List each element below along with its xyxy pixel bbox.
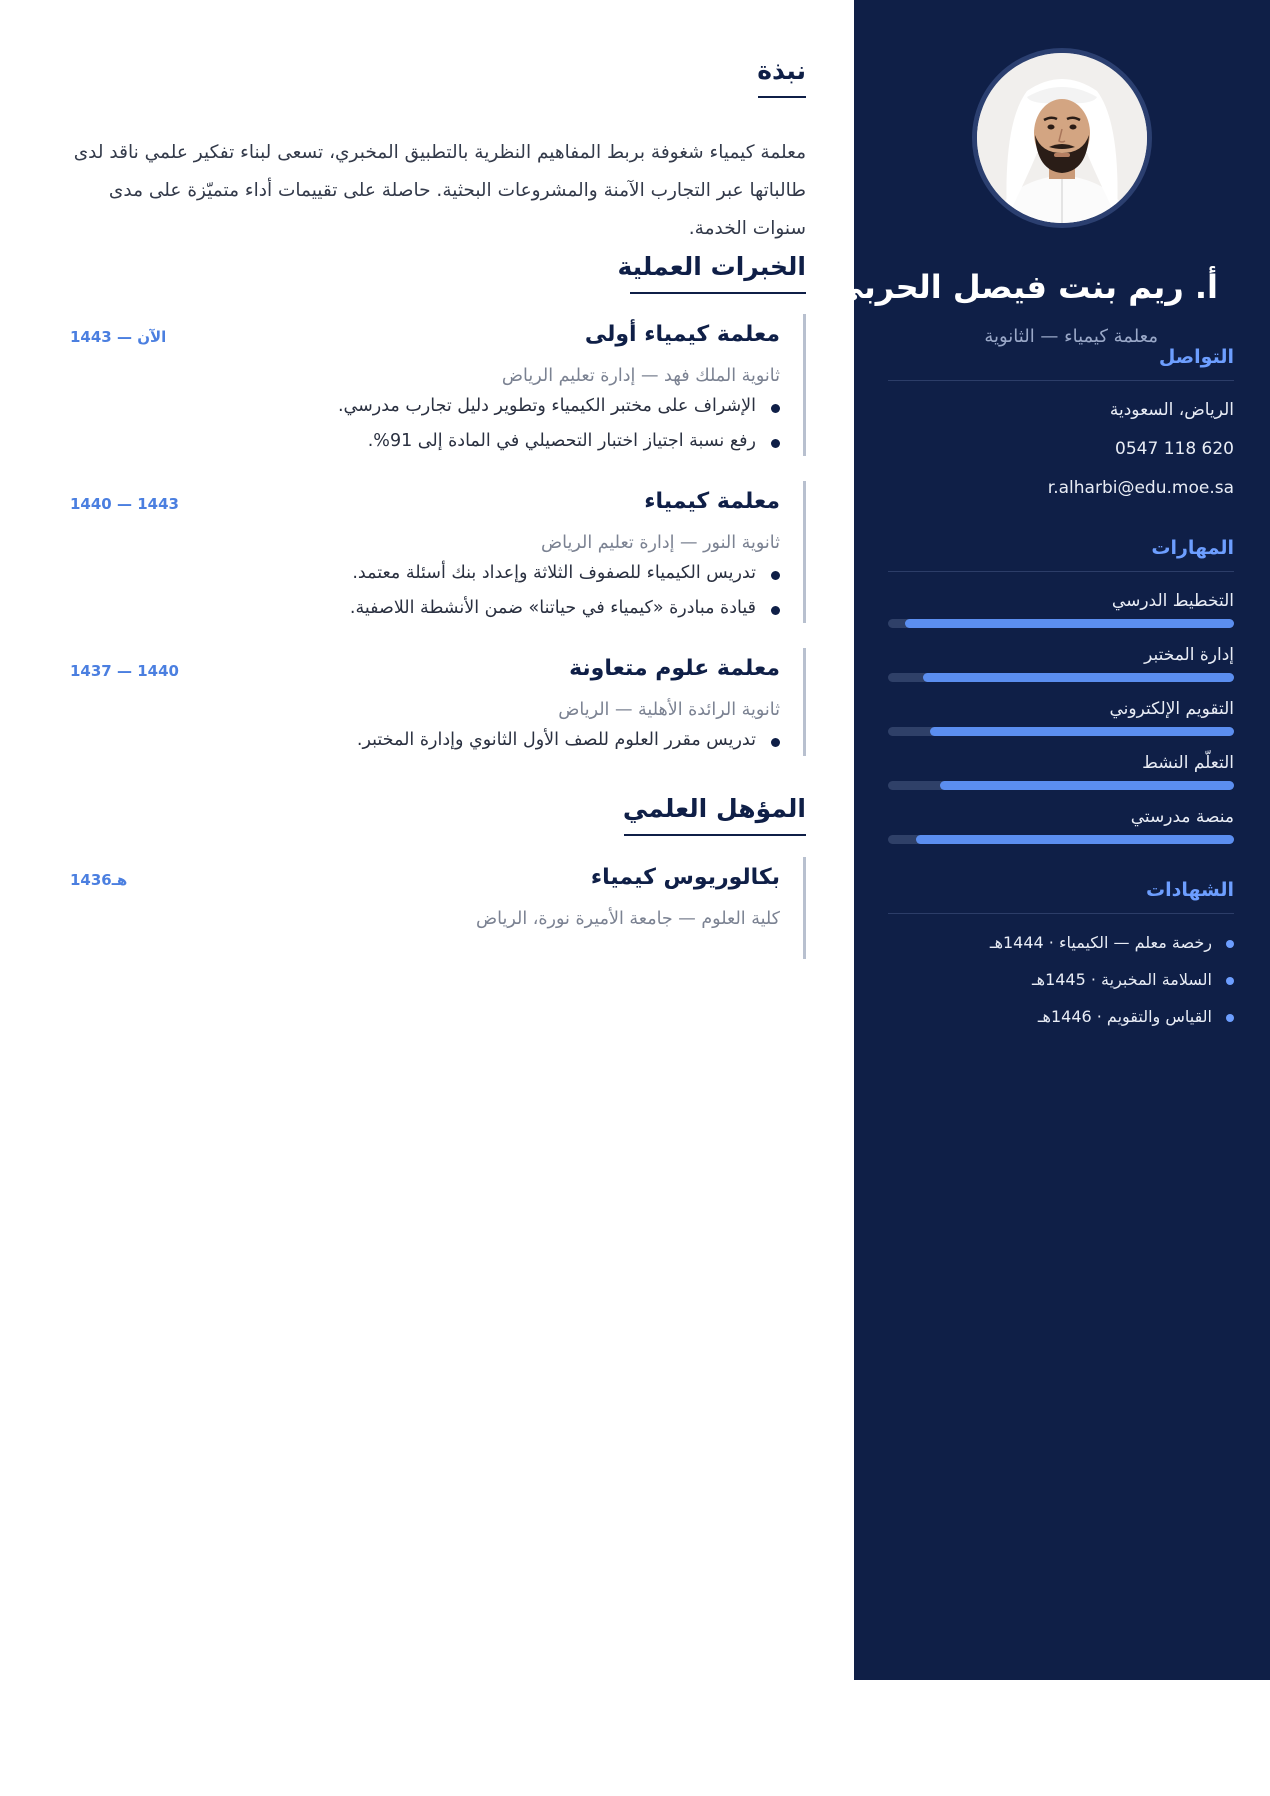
skill-bar-fill bbox=[905, 619, 1234, 628]
job-date: 1437 — 1440 bbox=[70, 662, 179, 680]
job-bullet-text: الإشراف على مختبر الكيمياء وتطوير دليل تجارب مدرسي. bbox=[337, 396, 756, 416]
job-title: معلمة علوم متعاونة bbox=[569, 656, 780, 681]
degree-school: كلية العلوم — جامعة الأميرة نورة، الرياض bbox=[475, 909, 780, 929]
job-bullet bbox=[350, 598, 780, 618]
skills-heading: المهارات bbox=[1151, 537, 1234, 559]
job-bullet-text: قيادة مبادرة «كيمياء في حياتنا» ضمن الأنشطة اللاصفية. bbox=[349, 598, 756, 618]
job-entry bbox=[70, 481, 806, 625]
skill-label: إدارة المختبر bbox=[1144, 645, 1234, 665]
skill-bar bbox=[888, 619, 1234, 628]
person-role: معلمة كيمياء — الثانوية bbox=[984, 326, 1158, 347]
job-entry bbox=[70, 648, 806, 758]
certificate-text: القياس والتقويم · 1446هـ bbox=[1037, 1007, 1212, 1026]
bullet-dot-icon bbox=[771, 571, 780, 580]
skill-bar bbox=[888, 727, 1234, 736]
skill-bar-fill bbox=[930, 727, 1234, 736]
bullet-dot-icon bbox=[771, 439, 780, 448]
avatar bbox=[972, 48, 1152, 228]
skill-bar bbox=[888, 781, 1234, 790]
experience-heading-rule bbox=[630, 292, 806, 294]
skill-bar bbox=[888, 835, 1234, 844]
job-organization: ثانوية الملك فهد — إدارة تعليم الرياض bbox=[501, 366, 780, 386]
job-bullet-text: تدريس مقرر العلوم للصف الأول الثانوي وإدارة المختبر. bbox=[356, 730, 756, 750]
skill-bar-fill bbox=[923, 673, 1234, 682]
certificates-heading: الشهادات bbox=[1145, 879, 1234, 901]
job-organization: ثانوية النور — إدارة تعليم الرياض bbox=[540, 533, 780, 553]
job-timeline-bar bbox=[803, 481, 806, 623]
education-heading: المؤهل العلمي bbox=[622, 794, 806, 823]
skill-label: التخطيط الدرسي bbox=[1111, 591, 1234, 611]
job-bullet-text: رفع نسبة اجتياز اختبار التحصيلي في المادة إلى 91%. bbox=[367, 431, 756, 451]
education-heading-rule bbox=[624, 834, 806, 836]
avatar-photo bbox=[977, 53, 1147, 223]
job-organization: ثانوية الرائدة الأهلية — الرياض bbox=[558, 700, 780, 720]
skill-bar-fill bbox=[940, 781, 1234, 790]
job-entry bbox=[70, 314, 806, 458]
job-date: 1440 — 1443 bbox=[70, 495, 179, 513]
certificates-divider bbox=[888, 913, 1234, 914]
job-bullet bbox=[352, 563, 780, 583]
certificate-item bbox=[1032, 970, 1234, 989]
skill-label: التقويم الإلكتروني bbox=[1109, 699, 1234, 719]
certificate-item bbox=[990, 933, 1234, 952]
certificate-text: السلامة المخبرية · 1445هـ bbox=[1031, 970, 1212, 989]
summary-heading-rule bbox=[758, 96, 806, 98]
job-title: معلمة كيمياء أولى bbox=[584, 322, 780, 347]
job-date: 1443 — الآن bbox=[70, 328, 167, 346]
bullet-dot-icon bbox=[771, 738, 780, 747]
contact-email bbox=[1048, 478, 1234, 498]
contact-phone-value: 0547 118 620 bbox=[1115, 439, 1234, 459]
bullet-dot-icon bbox=[771, 606, 780, 615]
skills-divider bbox=[888, 571, 1234, 572]
sidebar bbox=[831, 0, 1270, 1680]
skill-label: التعلّم النشط bbox=[1142, 753, 1234, 773]
job-title: معلمة كيمياء bbox=[644, 489, 780, 514]
contact-email-value: r.alharbi@edu.moe.sa bbox=[1047, 478, 1234, 498]
contact-divider bbox=[888, 380, 1234, 381]
contact-phone bbox=[1115, 439, 1234, 459]
summary-text: معلمة كيمياء شغوفة بربط المفاهيم النظرية بالتطبيق المخبري، تسعى لبناء تفكير علمي ناقد لدى طالباتها عبر التجارب الآمنة والمشروعات البحثية. حاصلة على تقييمات أداء متميّزة على مدى سنوات الخدمة. bbox=[73, 142, 806, 239]
job-timeline-bar bbox=[803, 314, 806, 456]
bullet-dot-icon bbox=[1226, 940, 1234, 948]
bullet-dot-icon bbox=[771, 404, 780, 413]
contact-heading: التواصل bbox=[1158, 346, 1234, 368]
skill-bar bbox=[888, 673, 1234, 682]
education-entry bbox=[70, 857, 806, 961]
bullet-dot-icon bbox=[1226, 1014, 1234, 1022]
job-bullet bbox=[357, 730, 780, 750]
job-bullet bbox=[338, 396, 780, 416]
certificate-item bbox=[1038, 1007, 1234, 1026]
contact-location: الرياض، السعودية bbox=[1109, 400, 1234, 420]
skill-label: منصة مدرستي bbox=[1130, 807, 1234, 827]
summary-heading: نبذة bbox=[757, 56, 806, 85]
experience-heading: الخبرات العملية bbox=[617, 252, 806, 281]
job-bullet-text: تدريس الكيمياء للصفوف الثلاثة وإعداد بنك أسئلة معتمد. bbox=[352, 563, 756, 583]
job-bullet bbox=[368, 431, 780, 451]
education-timeline-bar bbox=[803, 857, 806, 959]
degree-title: بكالوريوس كيمياء bbox=[590, 865, 780, 890]
certificate-text: رخصة معلم — الكيمياء · 1444هـ bbox=[989, 933, 1212, 952]
person-name: أ. ريم بنت فيصل الحربي bbox=[831, 268, 1218, 306]
degree-date: 1436هـ bbox=[70, 871, 128, 889]
skill-bar-fill bbox=[916, 835, 1234, 844]
job-timeline-bar bbox=[803, 648, 806, 756]
bullet-dot-icon bbox=[1226, 977, 1234, 985]
